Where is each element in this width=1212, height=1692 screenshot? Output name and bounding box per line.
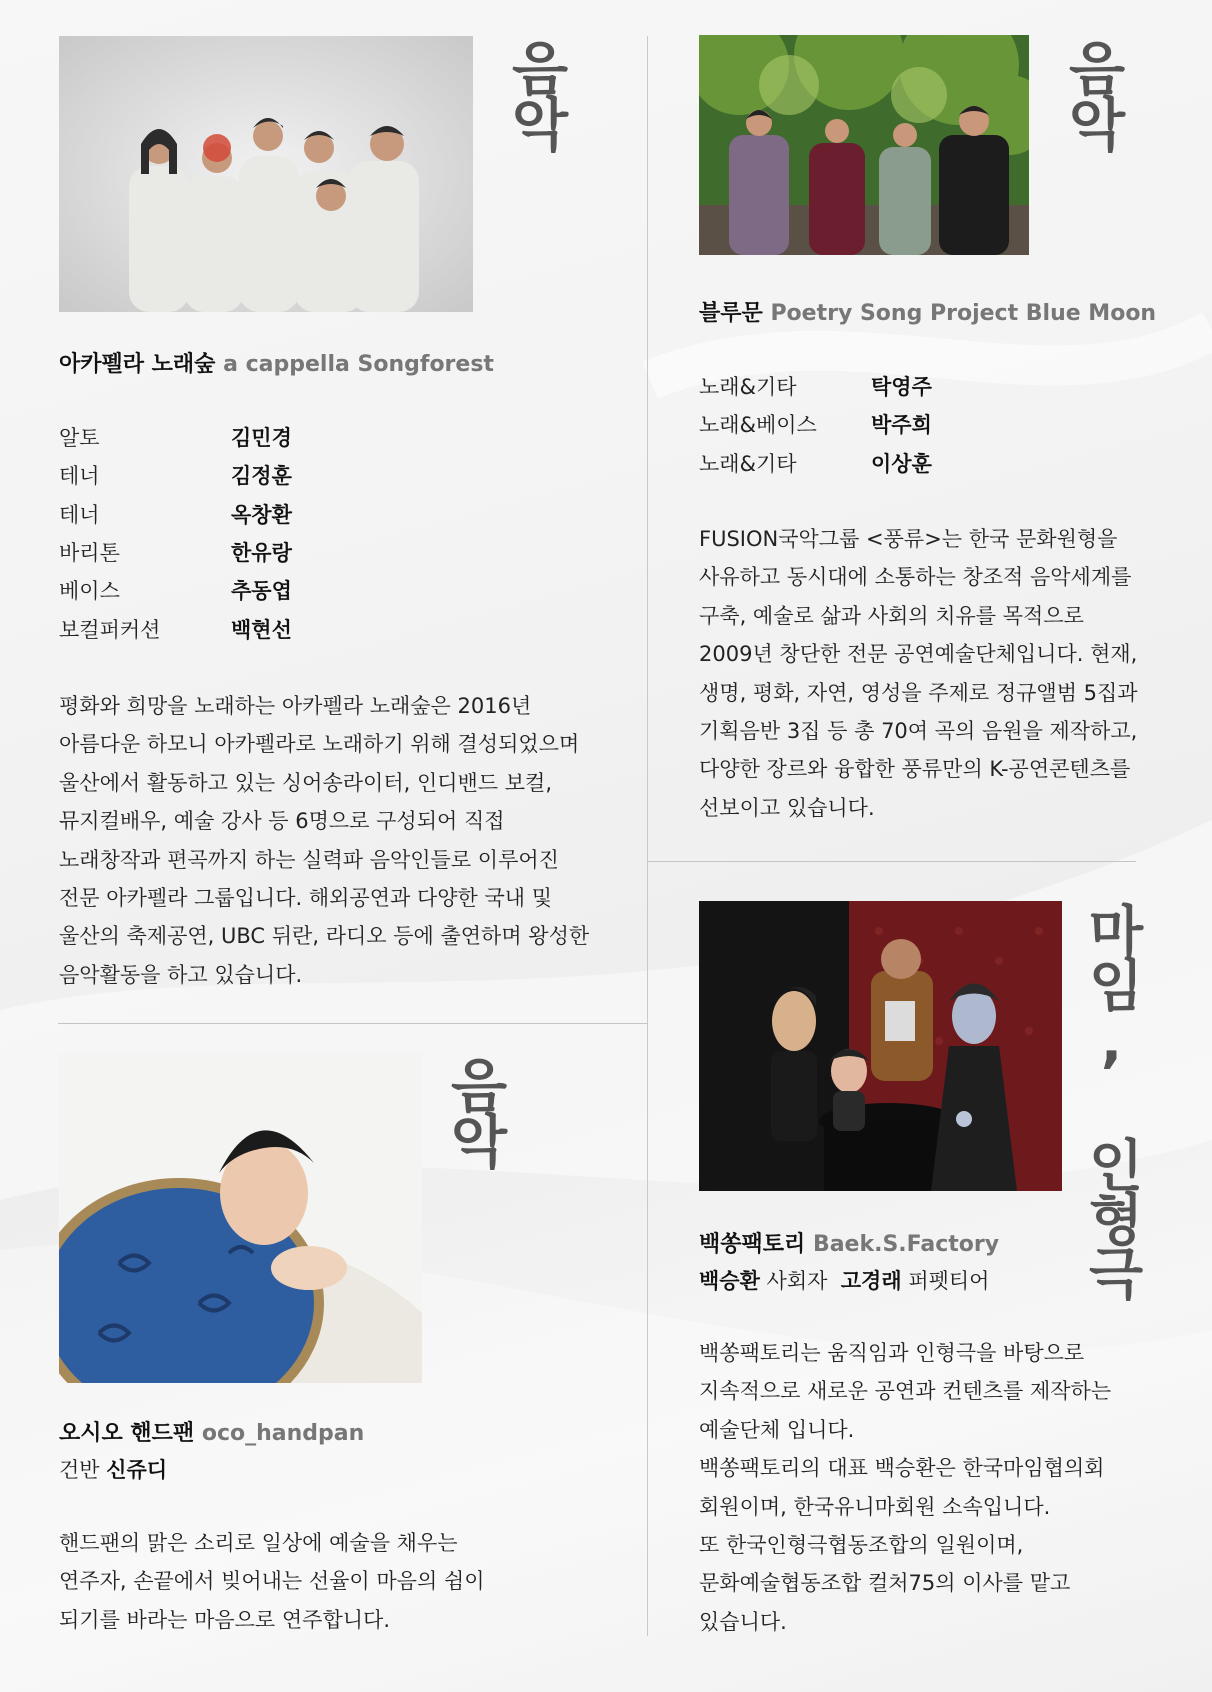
description-line: 사유하고 동시대에 소통하는 창조적 음악세계를 [699, 565, 1132, 590]
bluemoon-group-photo [699, 35, 1029, 255]
handpan-member-line [59, 1454, 167, 1484]
member-role: 노래&기타 [699, 451, 797, 476]
baeks-puppet-photo [699, 901, 1062, 1191]
handpan-category-label: 음악 [440, 1055, 508, 1167]
songforest-member-list [59, 418, 292, 648]
handpan-title [59, 1416, 364, 1447]
description-line: 울산에서 활동하고 있는 싱어송라이터, 인디밴드 보컬, [59, 770, 553, 795]
baeks-title-ko: 백쏭팩토리 [699, 1232, 806, 1257]
baeks-title [699, 1227, 999, 1258]
member-name: 김정훈 [231, 464, 292, 489]
bluemoon-title-ko: 블루문 [699, 301, 763, 326]
baeks-category-label: 마임, 인형극 [1079, 902, 1144, 1298]
description-line: 기획음반 3집 등 총 70여 곡의 음원을 제작하고, [699, 719, 1138, 744]
column-divider [647, 36, 648, 1636]
member-row [59, 456, 292, 494]
bluemoon-description [699, 520, 1138, 827]
handpan-description [59, 1524, 484, 1639]
description-line: 백쏭팩토리는 움직임과 인형극을 바탕으로 [699, 1341, 1085, 1365]
songforest-title-ko: 아카펠라 노래숲 [59, 352, 216, 377]
handpan-performer-photo [59, 1053, 422, 1383]
description-line: 예술단체 입니다. [699, 1417, 855, 1442]
member-name: 추동엽 [231, 579, 292, 604]
person2-role: 퍼펫티어 [908, 1269, 990, 1293]
person2-name: 고경래 [840, 1269, 902, 1293]
member-role: 테너 [59, 464, 100, 489]
songforest-category-label: 음악 [501, 38, 569, 150]
member-role: 보컬퍼커션 [59, 617, 161, 642]
songforest-group-photo [59, 36, 473, 312]
member-name: 신쥬디 [106, 1458, 168, 1482]
member-name: 김민경 [231, 426, 292, 451]
baeks-title-en: Baek.S.Factory [812, 1232, 1000, 1257]
description-line: 생명, 평화, 자연, 영성을 주제로 정규앨범 5집과 [699, 680, 1138, 705]
section-divider-left [58, 1023, 648, 1024]
baeks-member-line [699, 1265, 989, 1295]
songforest-title-en: a cappella Songforest [223, 352, 494, 377]
bluemoon-title-en: Poetry Song Project Blue Moon [770, 301, 1157, 326]
description-line: 음악활동을 하고 있습니다. [59, 962, 303, 987]
member-role: 노래&기타 [699, 375, 797, 400]
member-row [59, 571, 292, 609]
description-line: 회원이며, 한국유니마회원 소속입니다. [699, 1494, 1051, 1519]
description-line: 백쏭팩토리의 대표 백승환은 한국마임협의회 [699, 1456, 1105, 1481]
member-name: 이상훈 [871, 451, 932, 476]
baeks-description [699, 1334, 1111, 1641]
description-line: 지속적으로 새로운 공연과 컨텐츠를 제작하는 [699, 1379, 1112, 1404]
member-role: 건반 [59, 1458, 100, 1482]
member-row [59, 495, 292, 533]
member-row [59, 609, 292, 647]
member-name: 백현선 [231, 617, 292, 642]
songforest-title [59, 347, 494, 378]
description-line: 2009년 창단한 전문 공연예술단체입니다. 현재, [699, 642, 1138, 667]
member-role: 테너 [59, 502, 100, 527]
member-row [699, 405, 932, 443]
description-line: FUSION국악그룹 <풍류>는 한국 문화원형을 [699, 527, 1118, 551]
description-line: 평화와 희망을 노래하는 아카펠라 노래숲은 2016년 [59, 694, 532, 718]
description-line: 구축, 예술로 삶과 사회의 치유를 목적으로 [699, 603, 1084, 628]
bluemoon-member-list [699, 367, 932, 482]
description-line: 있습니다. [699, 1609, 787, 1634]
description-line: 다양한 장르와 융합한 풍류만의 K-공연콘텐츠를 [699, 757, 1131, 782]
description-line: 노래창작과 편곡까지 하는 실력파 음악인들로 이루어진 [59, 847, 559, 872]
description-line: 되기를 바라는 마음으로 연주합니다. [59, 1607, 390, 1632]
handpan-title-en: oco_handpan [201, 1421, 365, 1446]
member-role: 알토 [59, 426, 100, 451]
member-row [699, 444, 932, 482]
handpan-title-ko: 오시오 핸드팬 [59, 1421, 195, 1446]
description-line: 문화예술협동조합 컬처75의 이사를 맡고 [699, 1571, 1071, 1596]
member-role: 바리톤 [59, 541, 120, 566]
member-name: 옥창환 [231, 502, 292, 527]
description-line: 아름다운 하모니 아카펠라로 노래하기 위해 결성되었으며 [59, 732, 580, 757]
member-role: 베이스 [59, 579, 120, 604]
member-name: 한유랑 [231, 541, 292, 566]
description-line: 선보이고 있습니다. [699, 795, 875, 820]
section-divider-right [647, 861, 1136, 862]
member-role: 노래&베이스 [699, 413, 817, 438]
member-row [59, 418, 292, 456]
description-line: 핸드팬의 맑은 소리로 일상에 예술을 채우는 [59, 1531, 458, 1555]
description-line: 또 한국인형극협동조합의 일원이며, [699, 1533, 1024, 1558]
member-row [699, 367, 932, 405]
description-line: 울산의 축제공연, UBC 뒤란, 라디오 등에 출연하며 왕성한 [59, 924, 590, 949]
member-row [59, 533, 292, 571]
member-name: 박주희 [871, 413, 932, 438]
description-line: 전문 아카펠라 그룹입니다. 해외공연과 다양한 국내 및 [59, 886, 553, 911]
songforest-description [59, 687, 589, 994]
bluemoon-category-label: 음악 [1058, 38, 1126, 150]
description-line: 연주자, 손끝에서 빚어내는 선율이 마음의 쉼이 [59, 1569, 485, 1594]
member-name: 탁영주 [871, 375, 932, 400]
bluemoon-title [699, 296, 1156, 327]
description-line: 뮤지컬배우, 예술 강사 등 6명으로 구성되어 직접 [59, 809, 505, 834]
person1-name: 백승환 [699, 1269, 760, 1293]
person1-role: 사회자 [766, 1269, 828, 1293]
